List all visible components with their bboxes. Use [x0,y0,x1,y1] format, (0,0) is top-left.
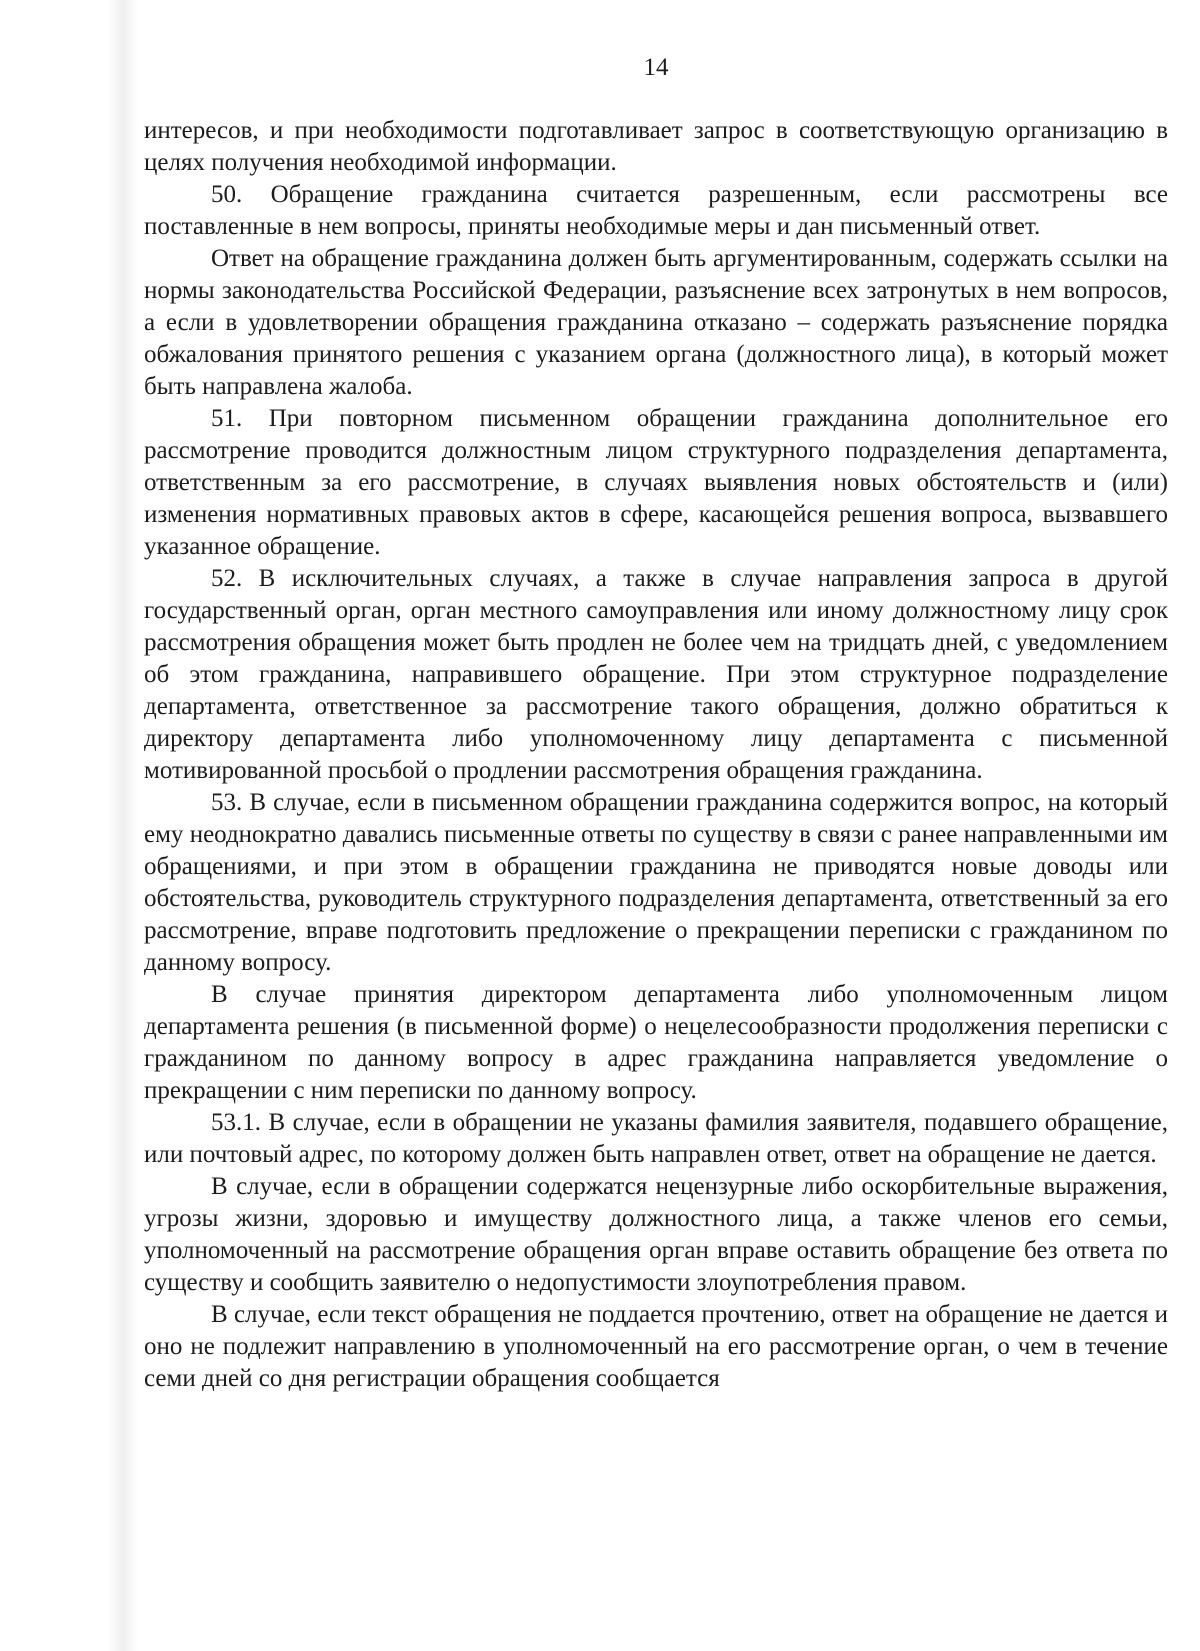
scan-margin-shadow [108,0,138,1651]
paragraph-unreadable-text: В случае, если текст обращения не поддается прочтению, ответ на обращение не дается и оно не подлежит направлению в уполномоченный на его рассмотрение орган, о чем в течение семи дней со дня регистрации обращения сообщается [144,1301,1168,1392]
paragraph-item-50: 50. Обращение гражданина считается разрешенным, если рассмотрены все поставленные в нем вопросы, приняты необходимые меры и дан письменный ответ. [144,181,1168,240]
paragraph-item-53-1: 53.1. В случае, если в обращении не указаны фамилия заявителя, подавшего обращение, или почтовый адрес, по которому должен быть направлен ответ, ответ на обращение не дается. [144,1109,1168,1168]
page-number: 14 [643,54,669,81]
paragraph-item-52: 52. В исключительных случаях, а также в случае направления запроса в другой государственный орган, орган местного самоуправления или иному должностному лицу срок рассмотрения обращения может быть продлен не более чем на тридцать дней, с уведомлением об этом гражданина, направившего обращение. При этом структурное подразделение департамента, ответственное за рассмотрение такого обращения, должно обратиться к директору департамента либо уполномоченному лицу департамента с письменной мотивированной просьбой о продлении рассмотрения обращения гражданина. [144,565,1168,784]
paragraph-item-53: 53. В случае, если в письменном обращении гражданина содержится вопрос, на который ему неоднократно давались письменные ответы по существу в связи с ранее направленными им обращениями, и при этом в обращении гражданина не приводятся новые доводы или обстоятельства, руководитель структурного подразделения департамента, ответственный за его рассмотрение, вправе подготовить предложение о прекращении переписки с гражданином по данному вопросу. [144,789,1168,976]
paragraph-item-51: 51. При повторном письменном обращении гражданина дополнительное его рассмотрение проводится должностным лицом структурного подразделения департамента, ответственным за его рассмотрение, в случаях выявления новых обстоятельств и (или) изменения нормативных правовых актов в сфере, касающейся решения вопроса, вызвавшего указанное обращение. [144,405,1168,560]
paragraph-continuation: интересов, и при необходимости подготавливает запрос в соответствующую организацию в целях получения необходимой информации. [144,117,1168,176]
paragraph-termination-notice: В случае принятия директором департамента либо уполномоченным лицом департамента решения (в письменной форме) о нецелесообразности продолжения переписки с гражданином по данному вопросу в адрес гражданина направляется уведомление о прекращении с ним переписки по данному вопросу. [144,981,1168,1104]
document-body [144,115,1168,1395]
paragraph-answer-requirements: Ответ на обращение гражданина должен быть аргументированным, содержать ссылки на нормы законодательства Российской Федерации, разъяснение всех затронутых в нем вопросов, а если в удовлетворении обращения гражданина отказано – содержать разъяснение порядка обжалования принятого решения с указанием органа (должностного лица), в который может быть направлена жалоба. [144,245,1168,400]
paragraph-obscene-content: В случае, если в обращении содержатся нецензурные либо оскорбительные выражения, угрозы жизни, здоровью и имуществу должностного лица, а также членов его семьи, уполномоченный на рассмотрение обращения орган вправе оставить обращение без ответа по существу и сообщить заявителю о недопустимости злоупотребления правом. [144,1173,1168,1296]
document-page [144,0,1168,1651]
